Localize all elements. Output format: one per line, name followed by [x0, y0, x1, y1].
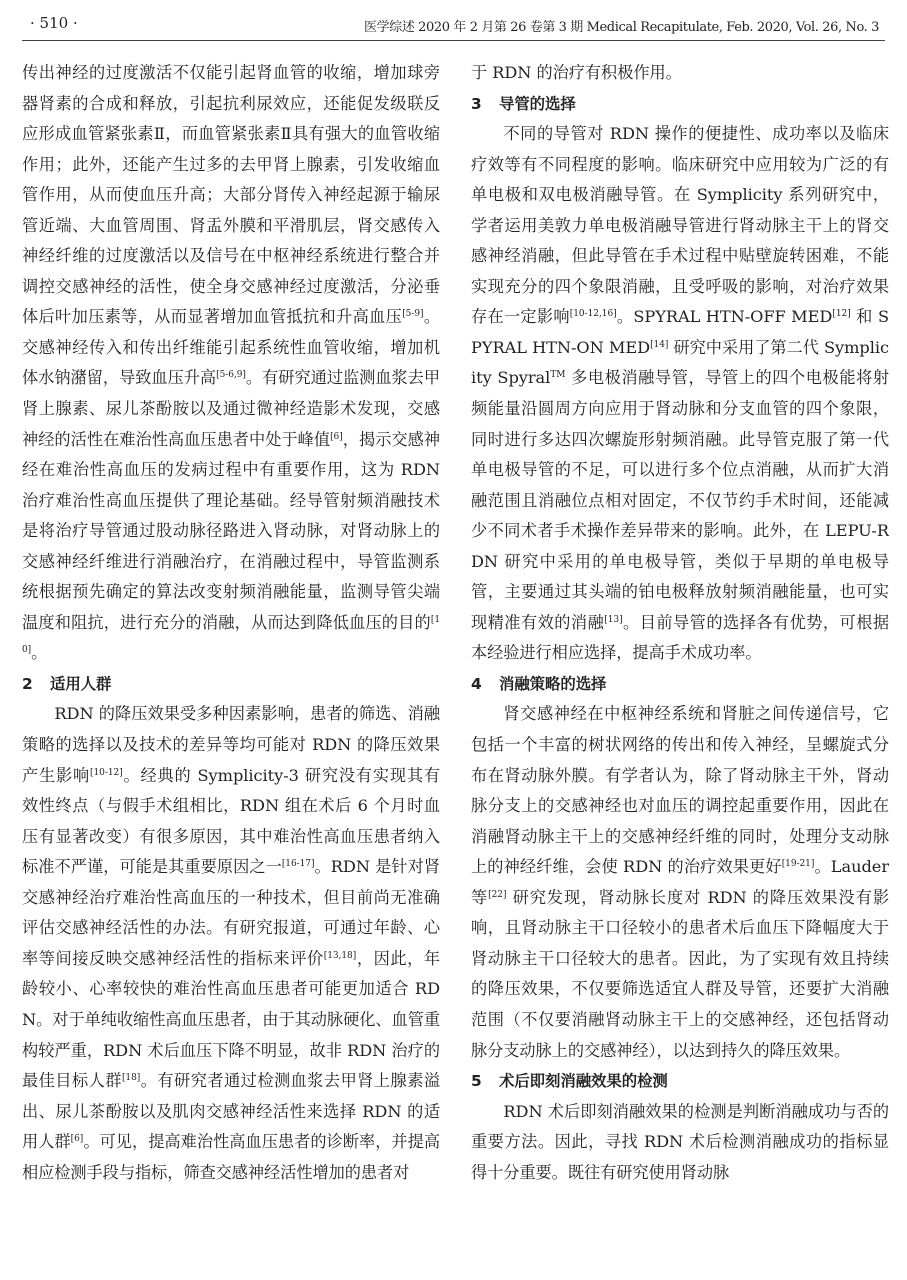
section-heading-4: 4 消融策略的选择 — [471, 674, 607, 693]
paragraph-mechanism: 传出神经的过度激活不仅能引起肾血管的收缩，增加球旁器肾素的合成和释放，引起抗利尿效应，还能促发级联反应形成血管紧张素Ⅱ，而血管紧张素Ⅱ具有强大的血管收缩作用；此外，还能产生过多的去甲肾上腺素，引发收缩血管作用，从而使血压升高；大部分肾传入神经起源于输尿管近端、大血管周围、肾盂外膜和平滑肌层，肾交感传入神经纤维的过度激活以及信号在中枢神经系统进行整合并调控交感神经的活性，使全身交感神经过度激活，分泌垂体后叶加压素等，从而显著增加血管抵抗和升高血压[5-9]。交感神经传入和传出纤维能引起系统性血管收缩，增加机体水钠潴留，导致血压升高[5-6,9]。有研究通过监测血浆去甲肾上腺素、尿儿茶酚胺以及通过微神经造影术发现，交感神经的活性在难治性高血压患者中处于峰值[6]，揭示交感神经在难治性高血压的发病过程中有重要作用，这为 RDN 治疗难治性高血压提供了理论基础。经导管射频消融技术是将治疗导管通过股动脉径路进入肾动脉，对肾动脉上的交感神经纤维进行消融治疗，在消融过程中，导管监测系统根据预先确定的算法改变射频消融能量，监测导管尖端温度和阻抗，进行充分的消融，从而达到降低血压的目的[10]。 — [22, 63, 440, 663]
citation: [5-9] — [402, 309, 424, 320]
paragraph-ablation-strategy: 肾交感神经在中枢神经系统和肾脏之间传递信号，它包括一个丰富的树状网络的传出和传入神经，呈螺旋式分布在肾动脉外膜。有学者认为，除了肾动脉主干外，肾动脉分支上的交感神经也对血压的调控起重要作用，因此在消融肾动脉主干上的交感神经纤维的同时，处理分支动脉上的神经纤维，会使 RDN 的治疗效果更好[19-21]。Lauder 等[22] 研究发现，肾动脉长度对 RDN 的降压效果没有影响，且肾动脉主干口径较小的患者术后血压下降幅度大于肾动脉主干口径较大的患者。因此，为了实现有效且持续的降压效果，不仅要筛选适宜人群及导管，还要扩大消融范围（不仅要消融肾动脉主干上的交感神经，还包括肾动脉分支动脉上的交感神经），以达到持久的降压效果。 — [471, 704, 889, 1060]
paragraph-catheter: 不同的导管对 RDN 操作的便捷性、成功率以及临床疗效等有不同程度的影响。临床研究中应用较为广泛的有单电极和双电极消融导管。在 Symplicity 系列研究中，学者运用美敦力单电极消融导管进行肾动脉主干上的肾交感神经消融，但此导管在手术过程中贴壁旋转困难，不能实现充分的四个象限消融，且受呼吸的影响，对治疗效果存在一定影响[10-12,16]。SPYRAL HTN-OFF MED[12] 和 SPYRAL HTN-ON MED[14] 研究中采用了第二代 Symplicity Spyral™ 多电极消融导管，导管上的四个电极能将射频能量沿圆周方向应用于肾动脉和分支血管的四个象限，同时进行多达四次螺旋形射频消融。此导管克服了第一代单电极导管的不足，可以进行多个位点消融，从而扩大消融范围且消融位点相对固定，不仅节约手术时间，还能减少不同术者手术操作差异带来的影响。此外，在 LEPU-RDN 研究中采用的单电极导管，类似于早期的单电极导管，主要通过其头端的铂电极释放射频消融能量，也可实现精准有效的消融[13]。目前导管的选择各有优势，可根据本经验进行相应选择，提高手术成功率。 — [471, 124, 889, 663]
citation: [22] — [488, 889, 507, 900]
citation: [14] — [650, 339, 669, 350]
page-number: · 510 · — [30, 14, 78, 32]
page-header — [0, 10, 907, 40]
citation: [18] — [121, 1073, 141, 1084]
citation: [19-21] — [781, 859, 815, 870]
citation: [13] — [604, 614, 623, 625]
journal-running-title: 医学综述 2020 年 2 月第 26 卷第 3 期 Medical Recapitulate, Feb. 2020, Vol. 26, No. 3 — [364, 20, 879, 35]
left-column — [22, 58, 440, 1278]
section-heading-3: 3 导管的选择 — [471, 94, 576, 113]
section-heading-2: 2 适用人群 — [22, 674, 112, 693]
citation: [10] — [22, 614, 440, 656]
paragraph-detection: RDN 术后即刻消融效果的检测是判断消融成功与否的重要方法。因此，寻找 RDN 术后检测消融成功的指标显得十分重要。既往有研究使用肾动脉 — [471, 1101, 889, 1182]
right-column — [471, 58, 889, 1278]
paragraph-population: RDN 的降压效果受多种因素影响，患者的筛选、消融策略的选择以及技术的差异等均可能对 RDN 的降压效果产生影响[10-12]。经典的 Symplicity-3 研究没有实现其有效性终点（与假手术组相比，RDN 组在术后 6 个月时血压有显著改变）有很多原因，其中难治性高血压患者纳入标准不严谨，可能是其重要原因之一[16-17]。RDN 是针对肾交感神经治疗难治性高血压的一种技术，但目前尚无准确评估交感神经活性的办法。有研究报道，可通过年龄、心率等间接反映交感神经活性的指标来评价[13,18]，因此，年龄较小、心率较快的难治性高血压患者可能更加适合 RDN。对于单纯收缩性高血压患者，由于其动脉硬化、血管重构较严重，RDN 术后血压下降不明显，故非 RDN 治疗的最佳目标人群[18]。有研究者通过检测血浆去甲肾上腺素溢出、尿儿茶酚胺以及肌肉交感神经活性来选择 RDN 的适用人群[6]。可见，提高难治性高血压患者的诊断率，并提高相应检测手段与指标，筛查交感神经活性增加的患者对 — [22, 704, 440, 1182]
citation: [5-6,9] — [216, 370, 246, 381]
section-heading-5: 5 术后即刻消融效果的检测 — [471, 1072, 668, 1091]
paragraph-continued: 于 RDN 的治疗有积极作用。 — [471, 63, 682, 82]
citation: [6] — [330, 431, 343, 442]
citation: [10-12,16] — [569, 309, 617, 320]
citation: [6] — [70, 1134, 84, 1145]
citation: [12] — [832, 309, 851, 320]
header-rule — [22, 40, 885, 41]
citation: [16-17] — [281, 859, 315, 870]
citation: [13,18] — [323, 950, 357, 961]
trademark-mark: TM — [550, 370, 566, 381]
citation: [10-12] — [90, 767, 123, 778]
